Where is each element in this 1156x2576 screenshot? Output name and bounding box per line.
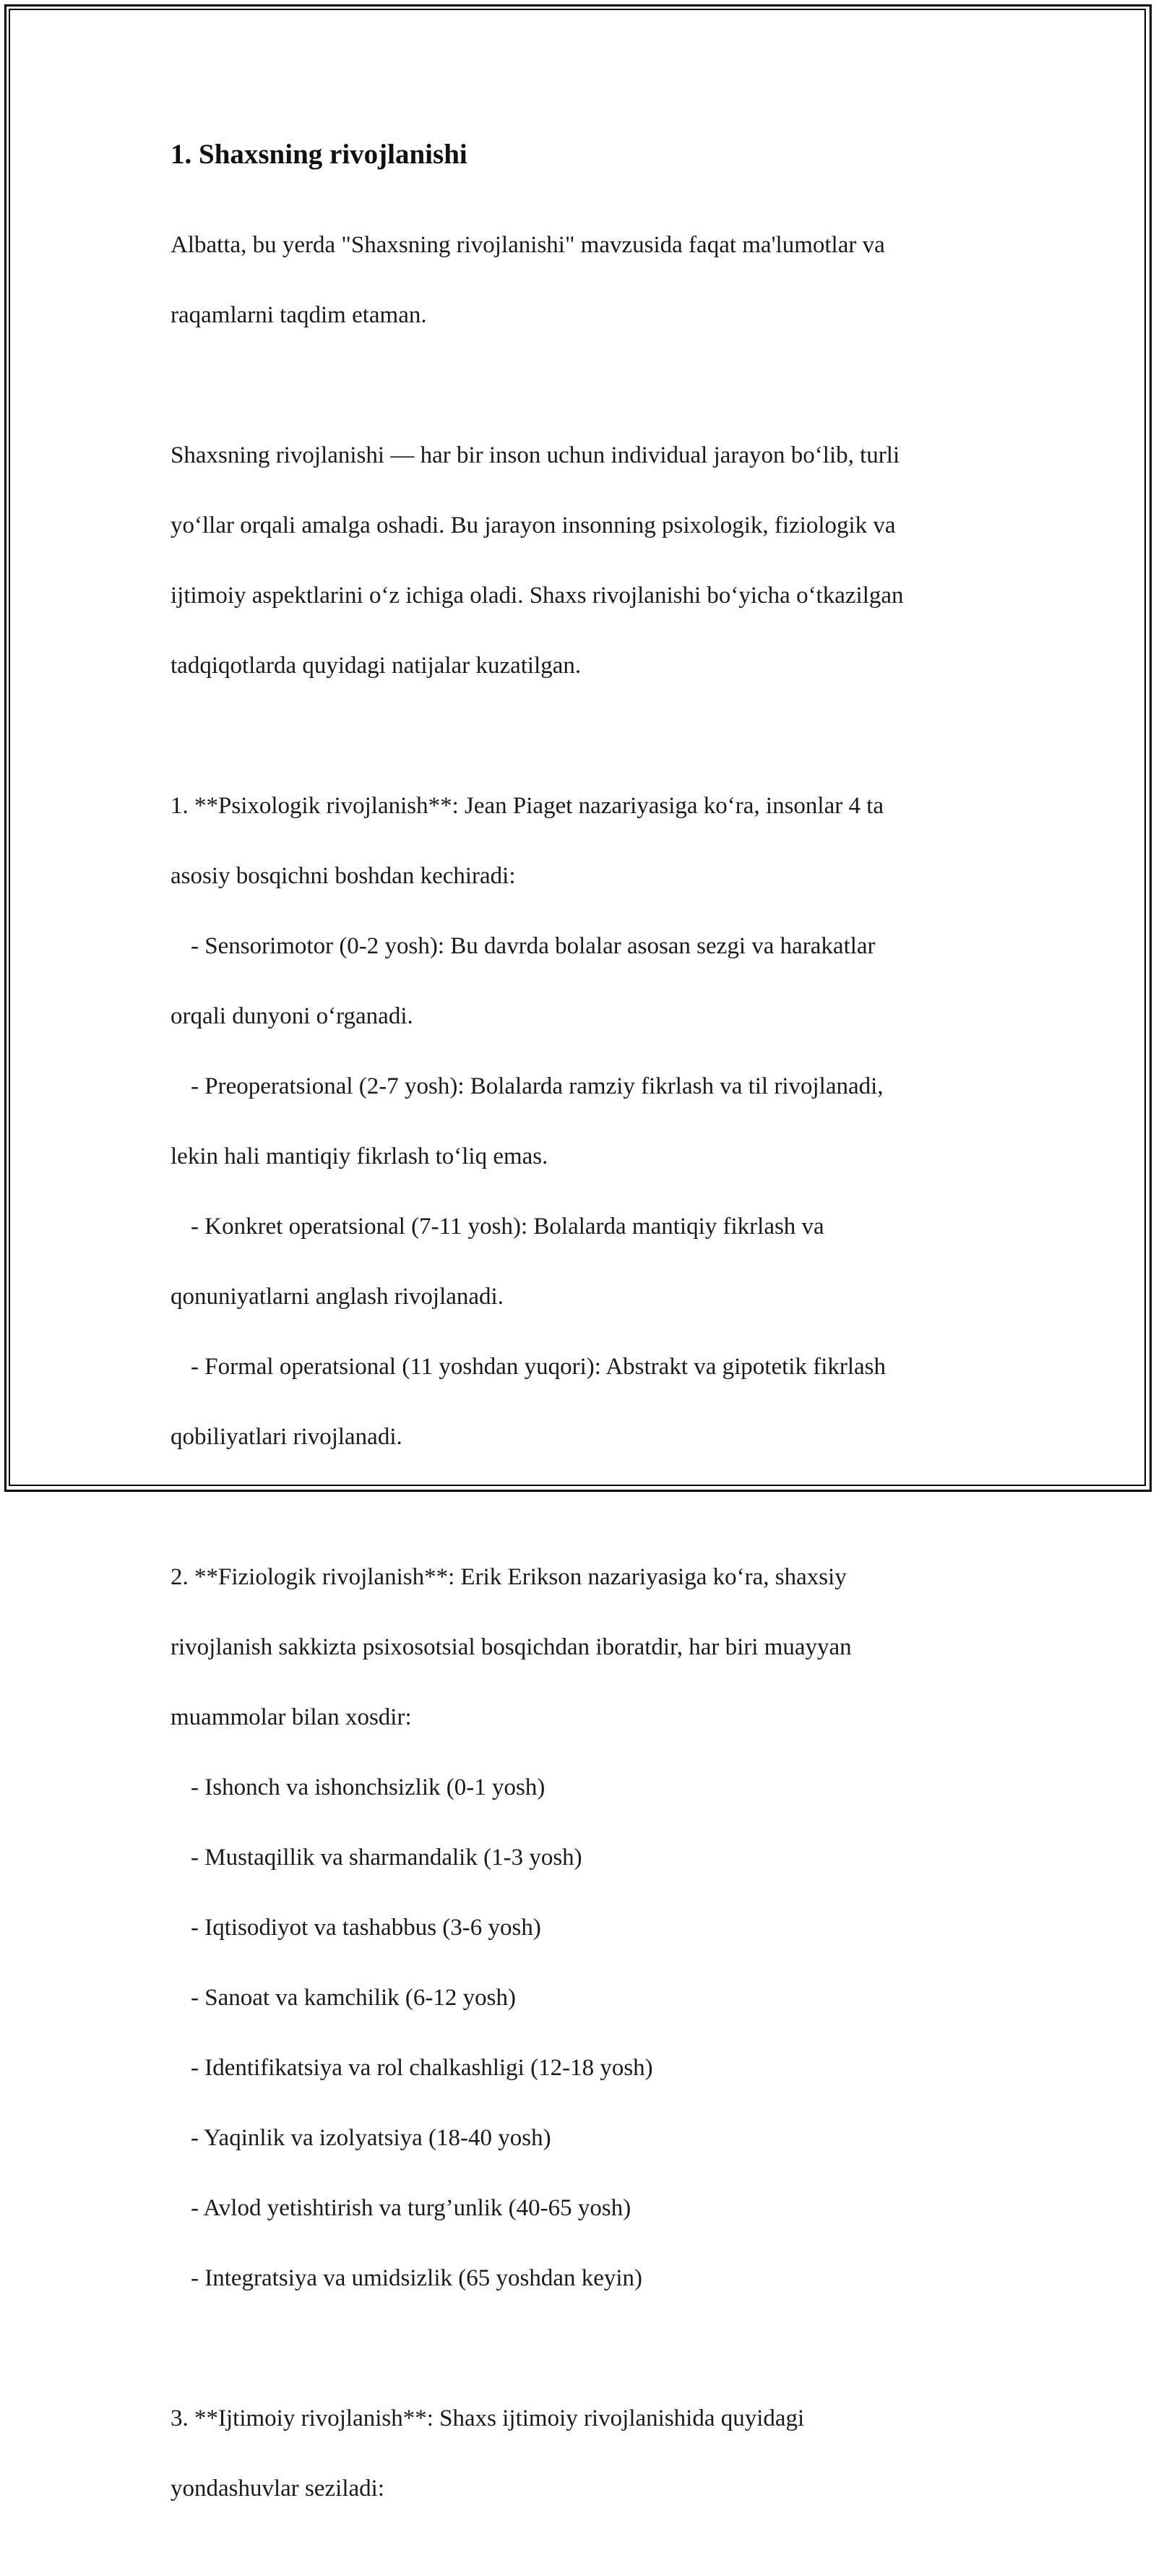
list-item: - Sanoat va kamchilik (6-12 yosh) bbox=[191, 1984, 516, 2011]
overview-line: tadqiqotlarda quyidagi natijalar kuzatilgan. bbox=[171, 652, 582, 679]
overview-line: Shaxsning rivojlanishi — har bir inson uchun individual jarayon bo‘lib, turli bbox=[171, 442, 900, 468]
section-heading-line: 3. **Ijtimoiy rivojlanish**: Shaxs ijtimoiy rivojlanishida quyidagi bbox=[171, 2405, 805, 2431]
list-item: - Konkret operatsional (7-11 yosh): Bolalarda mantiqiy fikrlash va bbox=[191, 1213, 824, 1240]
list-item: - Identifikatsiya va rol chalkashligi (12-18 yosh) bbox=[191, 2054, 653, 2081]
list-item-continuation: qobiliyatlari rivojlanadi. bbox=[171, 1423, 402, 1450]
list-item: - Yaqinlik va izolyatsiya (18-40 yosh) bbox=[191, 2124, 551, 2151]
list-item: - Sensorimotor (0-2 yosh): Bu davrda bolalar asosan sezgi va harakatlar bbox=[191, 932, 876, 959]
list-item: - Integratsiya va umidsizlik (65 yoshdan keyin) bbox=[191, 2264, 643, 2291]
document-title: 1. Shaxsning rivojlanishi bbox=[171, 139, 467, 170]
section-heading-line: muammolar bilan xosdir: bbox=[171, 1704, 412, 1730]
section-heading-line: 2. **Fiziologik rivojlanish**: Erik Erikson nazariyasiga ko‘ra, shaxsiy bbox=[171, 1563, 847, 1590]
list-item-continuation: orqali dunyoni o‘rganadi. bbox=[171, 1003, 413, 1029]
list-item: - Avlod yetishtirish va turg’unlik (40-65 yosh) bbox=[191, 2194, 631, 2221]
intro-line: raqamlarni taqdim etaman. bbox=[171, 301, 427, 328]
section-fiziologik bbox=[171, 1524, 1009, 2331]
list-item-continuation: qonuniyatlarni anglash rivojlanadi. bbox=[171, 1283, 504, 1310]
list-item-continuation: lekin hali mantiqiy fikrlash to‘liq emas. bbox=[171, 1143, 548, 1169]
list-item: - Mustaqillik va sharmandalik (1-3 yosh) bbox=[191, 1844, 582, 1871]
section-ijtimoiy bbox=[171, 2366, 1009, 2541]
intro-paragraph bbox=[171, 192, 1009, 368]
list-item: - Ishonch va ishonchsizlik (0-1 yosh) bbox=[191, 1774, 545, 1800]
section-heading-line: rivojlanish sakkizta psixosotsial bosqichdan iboratdir, har biri muayyan bbox=[171, 1633, 852, 1660]
section-heading-line: yondashuvlar seziladi: bbox=[171, 2475, 385, 2502]
section-psixologik bbox=[171, 753, 1009, 1490]
list-item: - Iqtisodiyot va tashabbus (3-6 yosh) bbox=[191, 1914, 541, 1941]
intro-line: Albatta, bu yerda "Shaxsning rivojlanishi" mavzusida faqat ma'lumotlar va bbox=[171, 231, 885, 258]
list-item: - Preoperatsional (2-7 yosh): Bolalarda ramziy fikrlash va til rivojlanadi, bbox=[191, 1073, 884, 1099]
overview-line: ijtimoiy aspektlarini o‘z ichiga oladi. Shaxs rivojlanishi bo‘yicha o‘tkazilgan bbox=[171, 582, 904, 609]
list-item: - Formal operatsional (11 yoshdan yuqori): Abstrakt va gipotetik fikrlash bbox=[191, 1353, 887, 1380]
overview-paragraph bbox=[171, 403, 1009, 718]
section-heading-line: 1. **Psixologik rivojlanish**: Jean Piaget nazariyasiga ko‘ra, insonlar 4 ta bbox=[171, 792, 884, 819]
overview-line: yo‘llar orqali amalga oshadi. Bu jarayon insonning psixologik, fiziologik va bbox=[171, 512, 896, 538]
section-heading-line: asosiy bosqichni boshdan kechiradi: bbox=[171, 862, 516, 889]
document-body bbox=[171, 137, 1009, 2576]
